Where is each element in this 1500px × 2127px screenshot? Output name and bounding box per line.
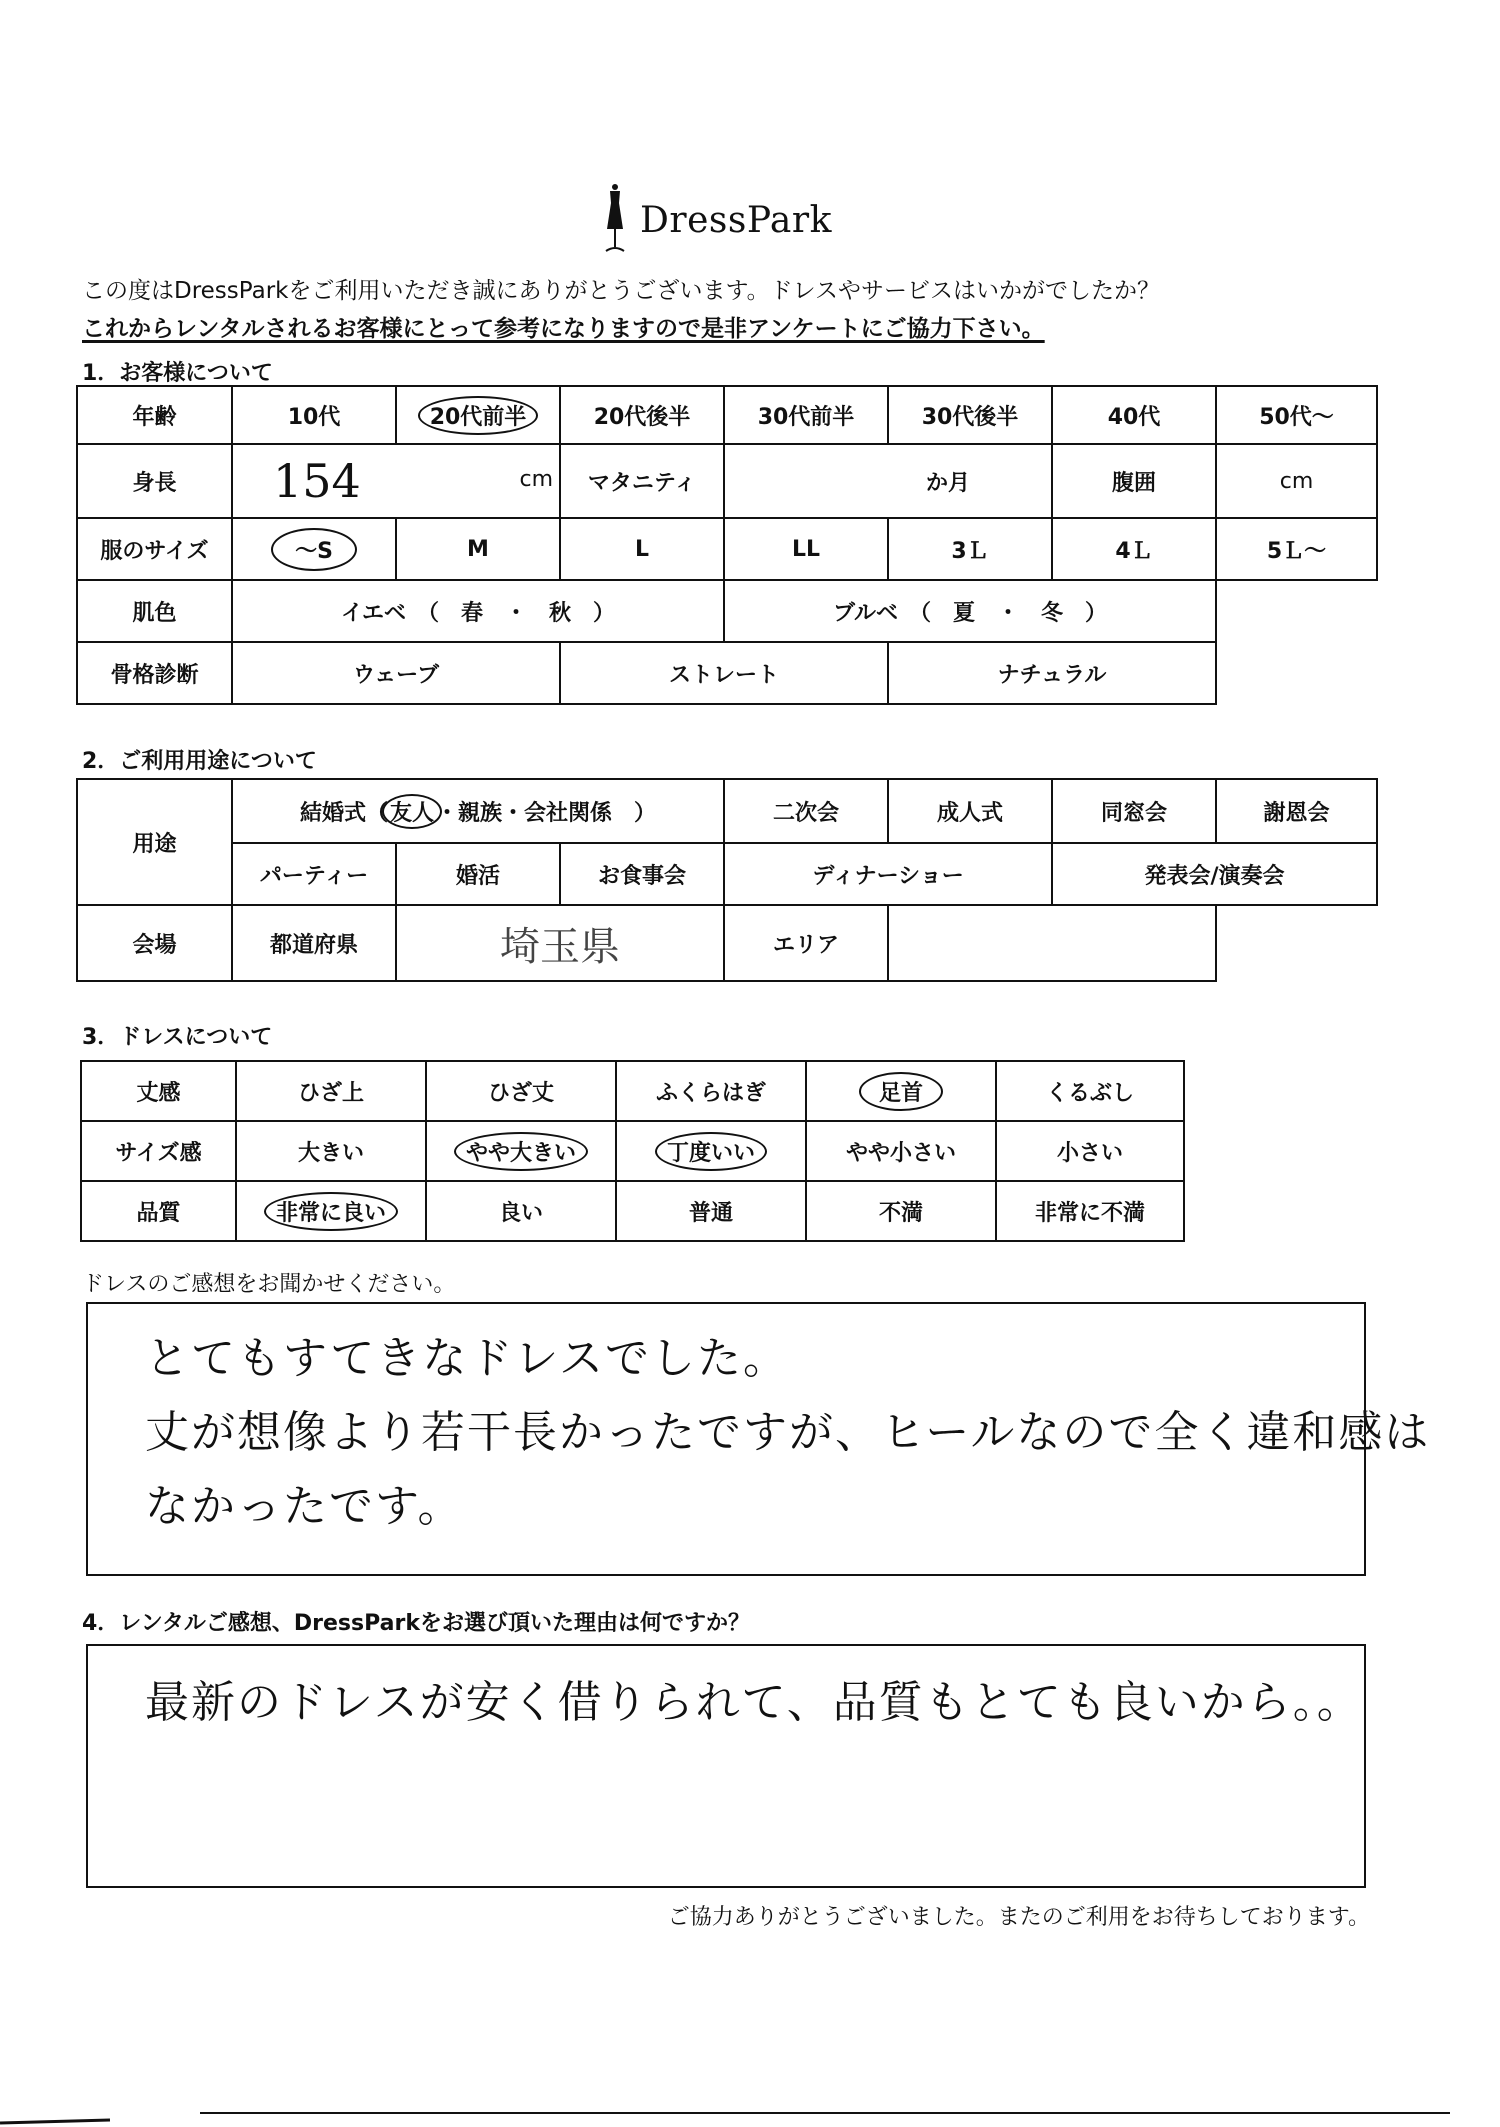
length-label: 丈感 [81, 1061, 236, 1121]
comment-line: 丈が想像より若干長かったですが、ヒールなので全く違和感は [145, 1407, 1431, 1458]
age-option[interactable]: 20代後半 [560, 386, 724, 444]
fit-option[interactable]: やや小さい [806, 1121, 996, 1181]
size-option[interactable]: LL [724, 518, 888, 580]
brand-name: DressPark [640, 199, 832, 241]
frame-option[interactable]: ナチュラル [888, 642, 1216, 704]
purpose-option[interactable]: パーティー [232, 843, 396, 905]
dress-mannequin-icon [600, 183, 630, 257]
footer-mark [0, 2119, 110, 2125]
skin-row [77, 580, 1377, 642]
purpose-option[interactable]: 二次会 [724, 779, 888, 843]
age-option[interactable]: 40代 [1052, 386, 1216, 444]
skin-yellow-option[interactable]: イエベ （ 春 ・ 秋 ） [232, 580, 724, 642]
age-label: 年齢 [77, 386, 232, 444]
fit-option[interactable]: 小さい [996, 1121, 1184, 1181]
fit-label: サイズ感 [81, 1121, 236, 1181]
wedding-prefix: 結婚式（ [299, 800, 388, 826]
fit-option[interactable]: 大きい [236, 1121, 426, 1181]
wedding-option[interactable] [232, 779, 724, 843]
prefecture-label: 都道府県 [232, 905, 396, 981]
selection-circle: 非常に良い [264, 1192, 398, 1231]
customer-table [76, 385, 1378, 705]
age-option-selected[interactable] [396, 386, 560, 444]
venue-label: 会場 [77, 905, 232, 981]
closing-message: ご協力ありがとうございました。またのご利用をお待ちしております。 [667, 1905, 1370, 1930]
waist-label: 腹囲 [1052, 444, 1216, 518]
area-field[interactable] [888, 905, 1216, 981]
comment-line: なかったです。 [145, 1481, 464, 1532]
fit-option-selected[interactable] [616, 1121, 806, 1181]
purpose-label: 用途 [77, 779, 232, 905]
skin-label: 肌色 [77, 580, 232, 642]
selection-circle: 足首 [859, 1072, 943, 1111]
dress-table [80, 1060, 1185, 1242]
quality-label: 品質 [81, 1181, 236, 1241]
selection-circle: ～S [271, 528, 357, 571]
age-option[interactable]: 30代前半 [724, 386, 888, 444]
reason-line: 最新のドレスが安く借りられて、品質もとても良いから。。 [145, 1677, 1363, 1728]
footer-divider [200, 2112, 1450, 2114]
frame-option[interactable]: ストレート [560, 642, 888, 704]
height-label: 身長 [77, 444, 232, 518]
size-option-selected[interactable] [232, 518, 396, 580]
size-row [77, 518, 1377, 580]
age-option[interactable]: 10代 [232, 386, 396, 444]
intro-line-2: これからレンタルされるお客様にとって参考になりますので是非アンケートにご協力下さい。 [82, 316, 1045, 342]
purpose-option[interactable]: 謝恩会 [1216, 779, 1377, 843]
size-option[interactable]: M [396, 518, 560, 580]
height-field[interactable] [232, 444, 560, 518]
height-row [77, 444, 1377, 518]
maternity-label: マタニティ [560, 444, 724, 518]
purpose-option[interactable]: 同窓会 [1052, 779, 1216, 843]
prefecture-value: 埼玉県 [500, 923, 620, 970]
size-option[interactable]: 5Ｌ～ [1216, 518, 1377, 580]
size-option[interactable]: 4Ｌ [1052, 518, 1216, 580]
length-option-selected[interactable] [806, 1061, 996, 1121]
purpose-option[interactable]: 発表会/演奏会 [1052, 843, 1377, 905]
frame-label: 骨格診断 [77, 642, 232, 704]
quality-option[interactable]: 不満 [806, 1181, 996, 1241]
section-3-title: 3．ドレスについて [82, 1025, 273, 1050]
selection-circle: 丁度いい [655, 1132, 767, 1171]
waist-unit: cm [1279, 468, 1314, 494]
purpose-option[interactable]: 婚活 [396, 843, 560, 905]
selection-circle: 20代前半 [418, 396, 539, 435]
age-row [77, 386, 1377, 444]
section-2-title: 2．ご利用用途について [82, 749, 317, 774]
months-unit: か月 [925, 470, 970, 496]
size-option[interactable]: L [560, 518, 724, 580]
age-option[interactable]: 30代後半 [888, 386, 1052, 444]
skin-blue-option[interactable]: ブルベ （ 夏 ・ 冬 ） [724, 580, 1216, 642]
section-1-title: 1．お客様について [82, 361, 273, 386]
size-option[interactable]: 3Ｌ [888, 518, 1052, 580]
usage-table [76, 778, 1378, 982]
maternity-field[interactable] [724, 444, 1052, 518]
selection-circle: やや大きい [454, 1132, 588, 1171]
waist-field[interactable] [1216, 444, 1377, 518]
comment-prompt: ドレスのご感想をお聞かせください。 [82, 1272, 456, 1297]
height-unit: cm [519, 467, 553, 492]
purpose-option[interactable]: お食事会 [560, 843, 724, 905]
wedding-rest: ・親族・会社関係 ） [436, 800, 657, 826]
age-option[interactable]: 50代～ [1216, 386, 1377, 444]
prefecture-field[interactable] [396, 905, 724, 981]
quality-option-selected[interactable] [236, 1181, 426, 1241]
intro-line-1: この度はDressParkをご利用いただき誠にありがとうございます。ドレスやサービスはいかがでしたか？ [82, 278, 1160, 304]
frame-option[interactable]: ウェーブ [232, 642, 560, 704]
length-option[interactable]: ひざ丈 [426, 1061, 616, 1121]
size-label: 服のサイズ [77, 518, 232, 580]
quality-option[interactable]: 良い [426, 1181, 616, 1241]
purpose-option[interactable]: 成人式 [888, 779, 1052, 843]
quality-option[interactable]: 非常に不満 [996, 1181, 1184, 1241]
length-option[interactable]: くるぶし [996, 1061, 1184, 1121]
height-value: 154 [273, 454, 361, 508]
frame-row [77, 642, 1377, 704]
area-label: エリア [724, 905, 888, 981]
length-option[interactable]: ひざ上 [236, 1061, 426, 1121]
section-4-title: 4．レンタルご感想、DressParkをお選び頂いた理由は何ですか？ [82, 1611, 750, 1636]
selection-circle: 友人 [382, 794, 442, 829]
purpose-option[interactable]: ディナーショー [724, 843, 1052, 905]
quality-option[interactable]: 普通 [616, 1181, 806, 1241]
length-option[interactable]: ふくらはぎ [616, 1061, 806, 1121]
fit-option-selected[interactable] [426, 1121, 616, 1181]
comment-line: とてもすてきなドレスでした。 [145, 1333, 789, 1384]
brand-logo [600, 180, 840, 260]
